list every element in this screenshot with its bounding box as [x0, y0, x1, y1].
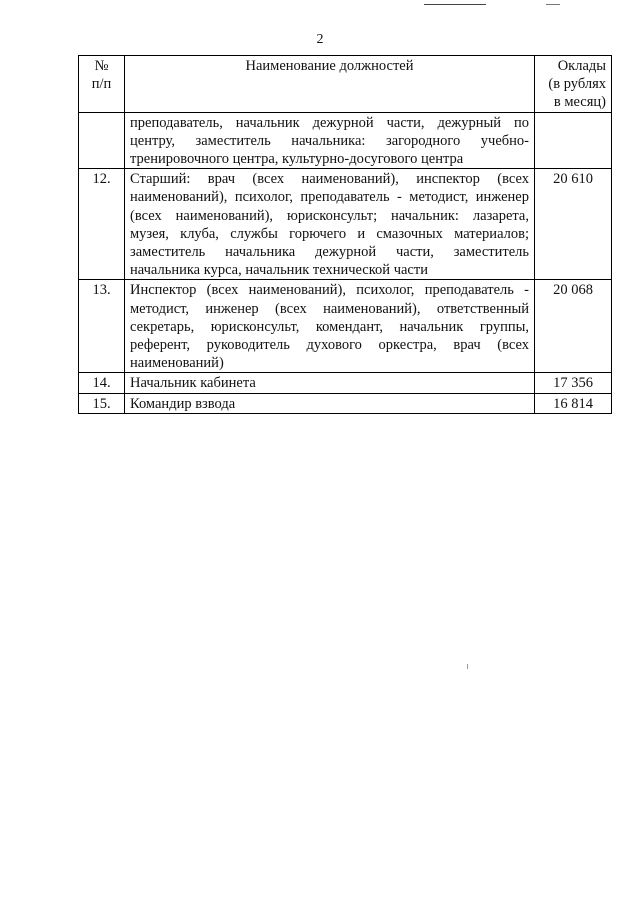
row-number: 12. [79, 169, 125, 280]
table-row [79, 169, 612, 280]
column-header-position: Наименование должностей [125, 56, 535, 113]
column-header-number [79, 56, 125, 113]
column-header-salary-line1: Оклады [557, 58, 606, 74]
position-name: Командир взвода [125, 393, 535, 413]
column-header-salary-line2: (в рублях [548, 76, 606, 93]
column-header-number-symbol: № [94, 58, 109, 74]
salary-table [78, 55, 612, 414]
row-number: 14. [79, 373, 125, 393]
position-name: Начальник кабинета [125, 373, 535, 393]
page-number: 2 [316, 32, 324, 47]
scan-artifact-line [424, 4, 486, 5]
column-header-salary [535, 56, 612, 113]
row-number: 15. [79, 393, 125, 413]
table-header-row [79, 56, 612, 113]
scan-speck [467, 664, 468, 669]
salary-value: 20 068 [535, 280, 612, 373]
salary-value: 17 356 [535, 373, 612, 393]
column-header-salary-line3: в месяц) [553, 94, 606, 111]
scan-artifact-line [546, 4, 560, 5]
position-name: Инспектор (всех наименований), психолог, преподаватель - методист, инженер (всех наименований), ответственный секретарь, юрисконсульт, комендант, начальник группы, референт, руководитель духового оркестра, врач (всех наименований) [125, 280, 535, 373]
table-row [79, 280, 612, 373]
column-header-number-abbr: п/п [91, 76, 112, 93]
table-row [79, 373, 612, 393]
salary-value [535, 112, 612, 169]
position-name: Старший: врач (всех наименований), инспектор (всех наименований), психолог, преподаватель - методист, инженер (всех наименований), юрисконсульт; начальник: лазарета, музея, клуба, службы горючего и смазочных материалов; заместитель начальника дежурной части, заместитель начальника курса, начальник технической части [125, 169, 535, 280]
row-number: 13. [79, 280, 125, 373]
row-number [79, 112, 125, 169]
salary-value: 16 814 [535, 393, 612, 413]
position-name: преподаватель, начальник дежурной части, дежурный по центру, заместитель начальника: загородного учебно-тренировочного центра, культурно-досугового центра [125, 112, 535, 169]
table-row [79, 393, 612, 413]
table-row [79, 112, 612, 169]
salary-value: 20 610 [535, 169, 612, 280]
